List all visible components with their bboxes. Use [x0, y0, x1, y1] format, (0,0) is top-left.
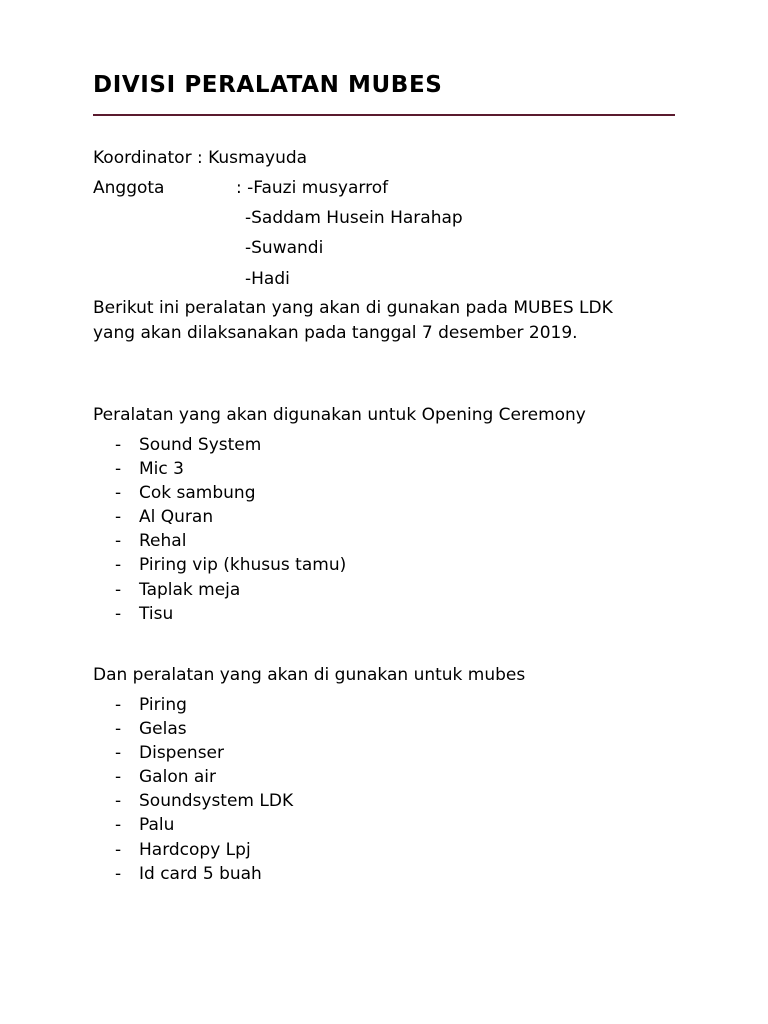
list-bullet: - [115, 815, 122, 836]
list-item-text: Piring vip (khusus tamu) [139, 555, 347, 576]
list-bullet: - [115, 579, 122, 600]
list-bullet: - [115, 603, 122, 624]
anggota-member: -Hadi [245, 269, 290, 289]
list-item-text: Rehal [139, 531, 187, 552]
anggota-member: -Saddam Husein Harahap [245, 208, 463, 228]
list-bullet: - [115, 555, 122, 576]
title-underline [93, 114, 675, 116]
list-bullet: - [115, 507, 122, 528]
list-item-text: Tisu [139, 603, 174, 624]
list-item-text: Soundsystem LDK [139, 791, 294, 812]
list-bullet: - [115, 743, 122, 764]
anggota-separator: : [236, 178, 248, 198]
list-item-text: Dispenser [139, 743, 224, 764]
list-item-text: Sound System [139, 435, 262, 455]
anggota-member: -Suwandi [245, 238, 324, 258]
list-item-text: Taplak meja [139, 579, 241, 600]
document-title: DIVISI PERALATAN MUBES [93, 72, 443, 98]
list-bullet: - [115, 767, 122, 788]
list-bullet: - [115, 863, 122, 884]
koordinator-line [93, 146, 307, 170]
list-item-text: Hardcopy Lpj [139, 839, 251, 860]
anggota-label: Anggota [93, 178, 165, 198]
list-bullet: - [115, 839, 122, 860]
list-item-text: Gelas [139, 719, 187, 740]
list-bullet: - [115, 695, 122, 715]
koordinator-separator: : [191, 148, 209, 168]
list-item-text: Piring [139, 695, 187, 715]
intro-paragraph: Berikut ini peralatan yang akan di gunakan pada MUBES LDK yang akan dilaksanakan pada tanggal 7 desember 2019. [93, 298, 613, 343]
koordinator-label: Koordinator [93, 148, 192, 168]
opening-heading: Peralatan yang akan digunakan untuk Opening Ceremony [93, 405, 586, 425]
koordinator-name: Kusmayuda [208, 148, 308, 168]
list-bullet: - [115, 719, 122, 740]
anggota-line [93, 176, 388, 200]
list-item-text: Id card 5 buah [139, 863, 262, 884]
list-item-text: Cok sambung [139, 483, 256, 504]
list-item-text: Al Quran [139, 507, 214, 528]
list-bullet: - [115, 531, 122, 552]
list-bullet: - [115, 483, 122, 504]
mubes-heading: Dan peralatan yang akan di gunakan untuk mubes [93, 665, 526, 685]
list-bullet: - [115, 459, 122, 480]
list-item-text: Galon air [139, 767, 217, 788]
list-item-text: Mic 3 [139, 459, 184, 480]
list-bullet: - [115, 435, 122, 455]
list-item-text: Palu [139, 815, 175, 836]
anggota-member: -Fauzi musyarrof [247, 178, 389, 198]
list-bullet: - [115, 791, 122, 812]
